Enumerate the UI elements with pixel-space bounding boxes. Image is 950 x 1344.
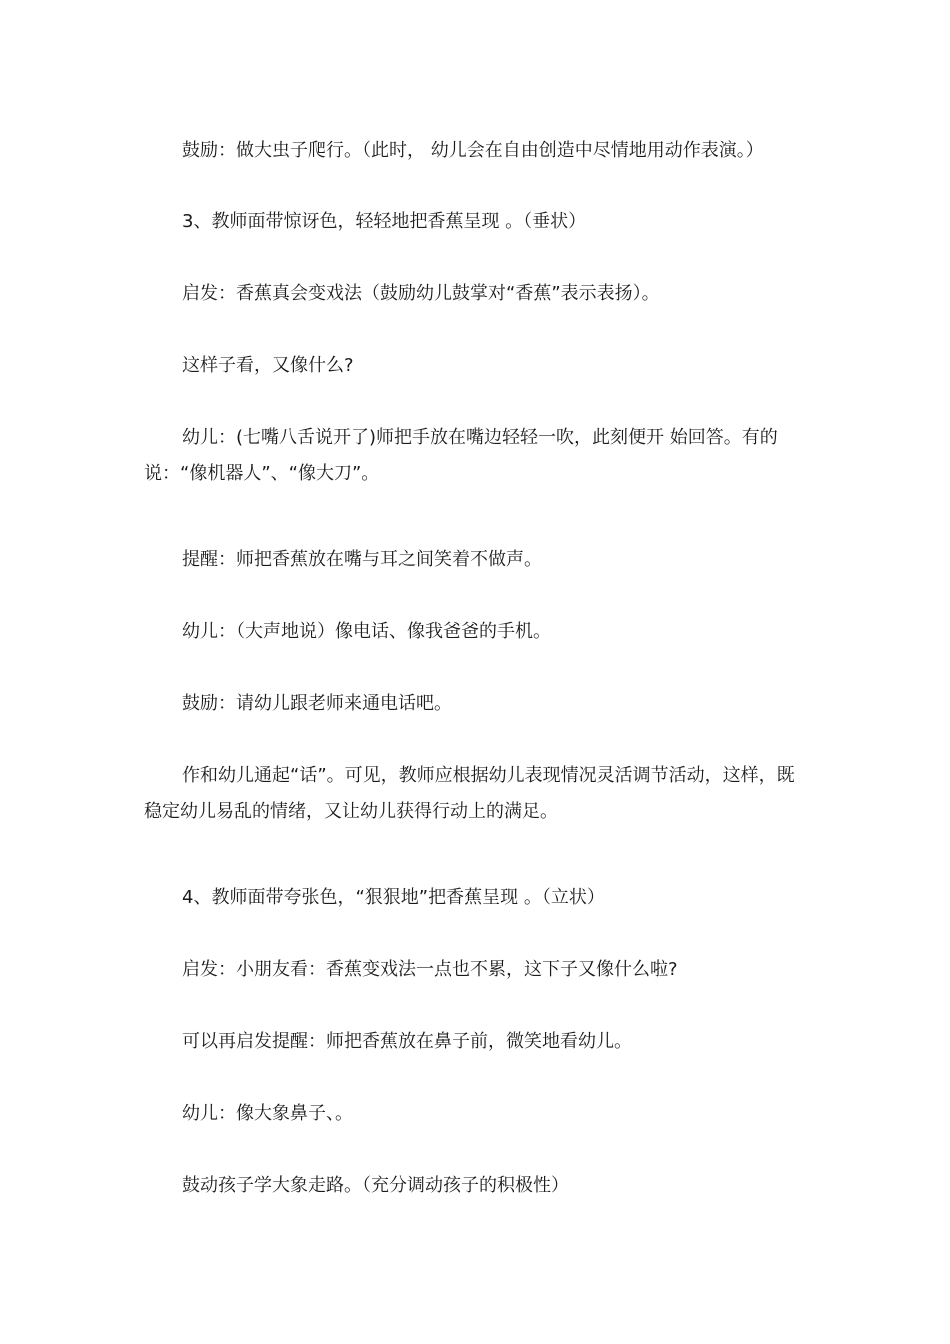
paragraph-reminder-phone: 提醒：师把香蕉放在嘴与耳之间笑着不做声。 <box>182 549 542 570</box>
paragraph-elephant-walk: 鼓动孩子学大象走路。（充分调动孩子的积极性） <box>182 1175 569 1196</box>
paragraph-step-3: 3、教师面带惊讶色，轻轻地把香蕉呈现 。（垂状） <box>182 211 587 232</box>
paragraph-step-4: 4、教师面带夸张色，“狠狠地”把香蕉呈现 。（立状） <box>182 887 605 908</box>
paragraph-reminder-nose: 可以再启发提醒：师把香蕉放在鼻子前，微笑地看幼儿。 <box>182 1031 632 1052</box>
paragraph-encourage-crawl: 鼓励：做大虫子爬行。（此时， 幼儿会在自由创造中尽情地用动作表演。） <box>182 140 764 161</box>
paragraph-encourage-call: 鼓励：请幼儿跟老师来通电话吧。 <box>182 693 452 714</box>
paragraph-children-answer: 幼儿：(七嘴八舌说开了)师把手放在嘴边轻轻一吹，此刻便开 始回答。有的说：“像机器人”、“像大刀”。 <box>144 427 778 484</box>
paragraph-children-elephant: 幼儿：像大象鼻子、。 <box>182 1103 353 1124</box>
paragraph-question: 这样子看，又像什么? <box>182 355 354 376</box>
paragraph-teacher-note: 作和幼儿通起“话”。可见，教师应根据幼儿表现情况灵活调节活动，这样，既稳定幼儿易乱的情绪，又让幼儿获得行动上的满足。 <box>144 765 795 822</box>
paragraph-inspire-magic: 启发：香蕉真会变戏法（鼓励幼儿鼓掌对“香蕉”表示表扬）。 <box>182 283 660 304</box>
paragraph-inspire-again: 启发：小朋友看：香蕉变戏法一点也不累，这下子又像什么啦? <box>182 959 678 980</box>
paragraph-children-phone: 幼儿：（大声地说）像电话、像我爸爸的手机。 <box>182 621 551 642</box>
